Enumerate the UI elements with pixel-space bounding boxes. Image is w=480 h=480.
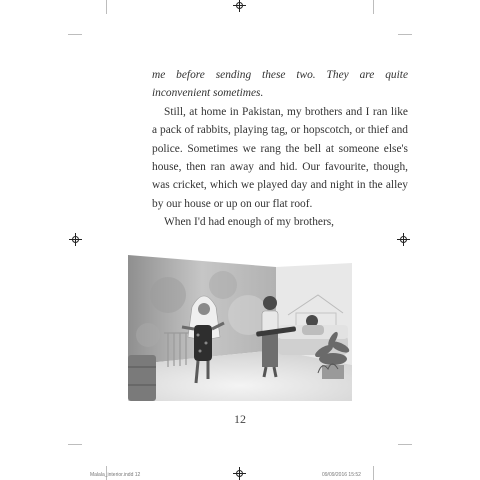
crop-mark-top-left — [106, 0, 107, 14]
page-number: 12 — [234, 412, 246, 426]
registration-mark-left — [72, 236, 79, 243]
body-text — [152, 66, 408, 232]
paragraph-continued: me before sending these two. They are quite inconvenient sometimes. — [152, 69, 408, 100]
crop-mark-left-bottom — [68, 444, 82, 445]
crop-mark-top-right — [373, 0, 374, 14]
paragraph: Still, at home in Pakistan, my brothers and I ran like a pack of rabbits, playing tag, or hopscotch, or thief and police. Sometimes we rang the bell at someone else's house, then ran away and hid. Our favourite, though, was cricket, which we played day and night in the alley by our house or up on our flat roof. — [152, 105, 408, 210]
crop-mark-right-top — [398, 34, 412, 35]
crop-mark-left-top — [68, 34, 82, 35]
registration-mark-right — [400, 236, 407, 243]
registration-mark-bottom — [236, 470, 243, 477]
crop-mark-right-bottom — [398, 444, 412, 445]
slug-file-name: Malala_interior.indd 12 — [90, 472, 141, 478]
paragraph: When I'd had enough of my brothers, — [164, 216, 335, 229]
children-playing-illustration — [128, 255, 352, 401]
registration-mark-top — [236, 2, 243, 9]
slug-timestamp: 09/09/2016 15:52 — [322, 472, 361, 478]
crop-mark-bottom-right — [373, 466, 374, 480]
